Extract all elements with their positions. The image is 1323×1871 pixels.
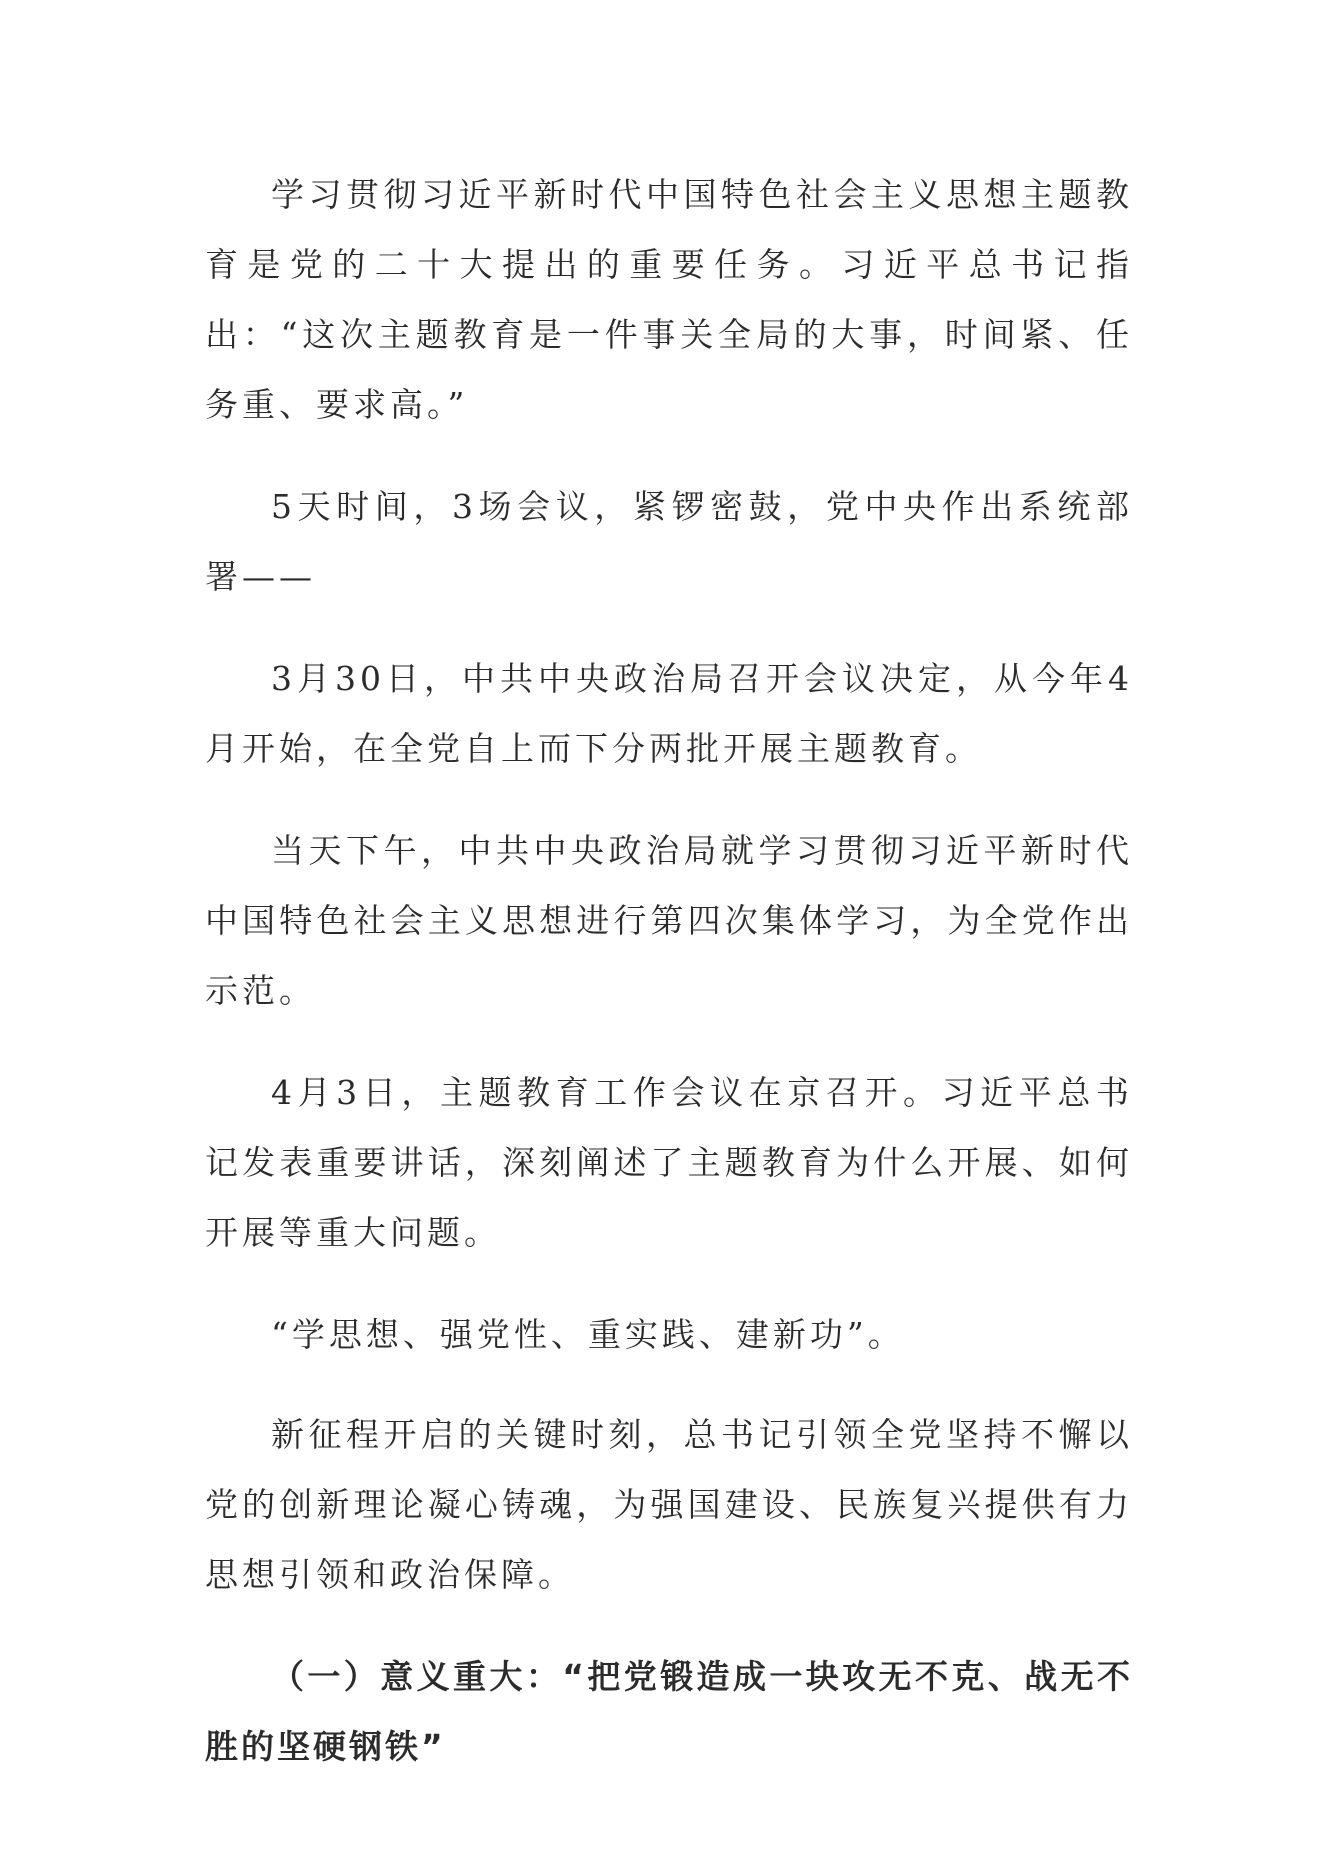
document-body bbox=[205, 160, 1133, 1782]
paragraph-slogan: “学思想、强党性、重实践、建新功”。 bbox=[271, 1315, 905, 1354]
paragraph-afternoon: 当天下午，中共中央政治局就学习贯彻习近平新时代中国特色社会主义思想进行第四次集体学习，为全党作出示范。 bbox=[205, 831, 1133, 1010]
paragraph-intro: 学习贯彻习近平新时代中国特色社会主义思想主题教育是党的二十大提出的重要任务。习近平总书记指出：“这次主题教育是一件事关全局的大事，时间紧、任务重、要求高。” bbox=[205, 175, 1133, 424]
paragraph-new-journey: 新征程开启的关键时刻，总书记引领全党坚持不懈以党的创新理论凝心铸魂，为强国建设、民族复兴提供有力思想引领和政治保障。 bbox=[205, 1415, 1133, 1594]
section-heading: （一）意义重大：“把党锻造成一块攻无不克、战无不胜的坚硬钢铁” bbox=[205, 1657, 1133, 1766]
paragraph-five-days: 5天时间，3场会议，紧锣密鼓，党中央作出系统部署—— bbox=[205, 487, 1133, 596]
paragraph-april-3: 4月3日，主题教育工作会议在京召开。习近平总书记发表重要讲话，深刻阐述了主题教育为什么开展、如何开展等重大问题。 bbox=[205, 1073, 1133, 1252]
paragraph-march-30: 3月30日，中共中央政治局召开会议决定，从今年4月开始，在全党自上而下分两批开展主题教育。 bbox=[205, 659, 1133, 768]
